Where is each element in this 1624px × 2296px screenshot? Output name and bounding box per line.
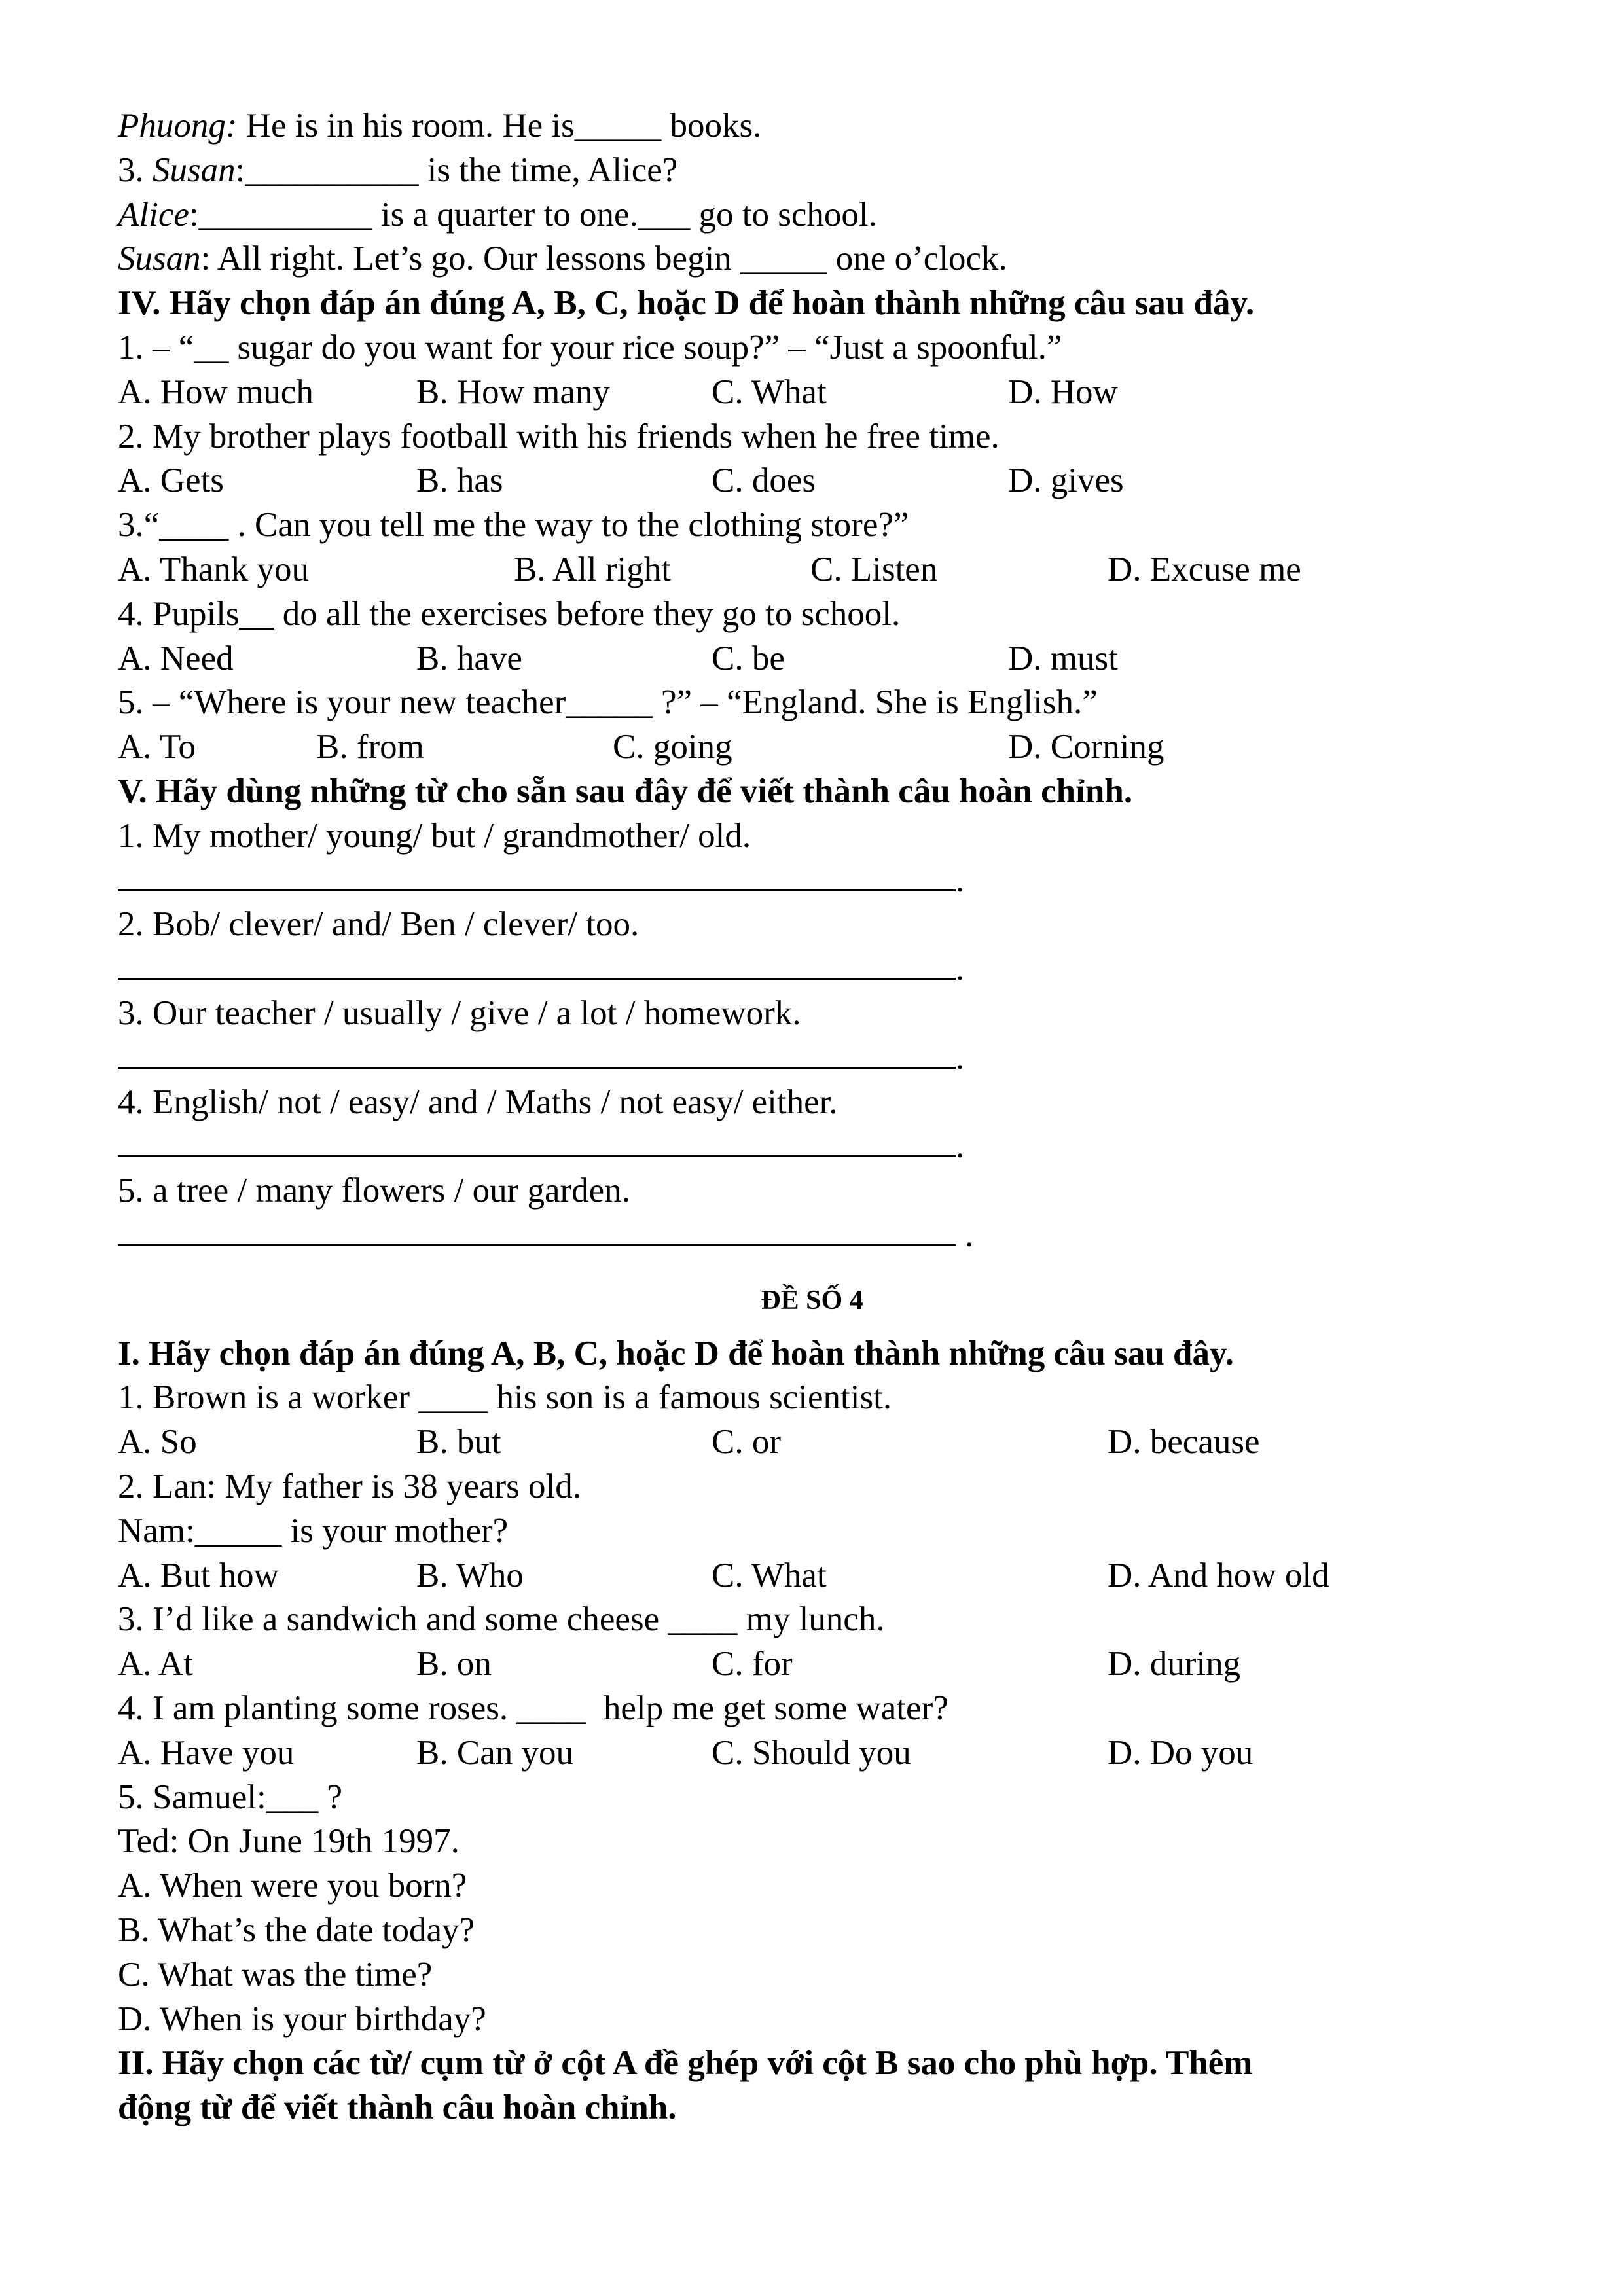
answer-option[interactable]: D. How [1008,372,1118,411]
question-stem: Ted: On June 19th 1997. [118,1822,460,1861]
answer-option[interactable]: A. But how [118,1556,279,1594]
answer-option[interactable]: C. What was the time? [118,1955,433,1994]
prompt-item: 4. English/ not / easy/ and / Maths / not easy/ either. [118,1083,838,1121]
exam-title: ĐỀ SỐ 4 [761,1285,863,1316]
answer-line [118,1213,973,1257]
section-v-heading: V. Hãy dùng những từ cho sẵn sau đây để viết thành câu hoàn chỉnh. [118,772,1133,810]
answer-line [118,946,964,991]
speaker-name: Susan [118,240,201,278]
question-stem: 2. Lan: My father is 38 years old. [118,1467,581,1505]
answer-blank[interactable] [118,1213,956,1246]
answer-option[interactable]: C. be [712,639,785,677]
answer-option[interactable]: B. on [416,1645,492,1683]
question-stem: 1. Brown is a worker ____ his son is a famous scientist. [118,1378,892,1417]
dialogue-line [118,236,1007,281]
answer-option[interactable]: B. Can you [416,1733,573,1772]
answer-option[interactable]: D. And how old [1108,1556,1329,1594]
dialogue-line [118,148,677,192]
dialogue-text: :__________ is a quarter to one.___ go to school. [189,195,877,234]
speaker-name: Phuong: [118,107,238,145]
question-stem: 1. – “__ sugar do you want for your rice soup?” – “Just a spoonful.” [118,329,1062,367]
answer-line [118,858,964,903]
question-stem: 2. My brother plays football with his friends when he free time. [118,417,1000,456]
dialogue-text: : All right. Let’s go. Our lessons begin _____ one o’clock. [200,240,1007,278]
answer-option[interactable]: A. How much [118,372,314,411]
line-number: 3. [118,151,153,189]
answer-blank[interactable] [118,1035,956,1069]
answer-option[interactable]: D. Corning [1008,728,1164,766]
answer-option[interactable]: D. because [1108,1423,1260,1462]
answer-option[interactable]: B. All right [514,550,672,588]
answer-option[interactable]: C. Should you [712,1733,911,1772]
speaker-name: Susan [153,151,236,189]
answer-option[interactable]: A. Thank you [118,550,309,588]
dialogue-line [118,103,761,148]
answer-option[interactable]: D. Excuse me [1108,550,1301,588]
answer-option[interactable]: A. So [118,1423,197,1462]
section-iv-heading: IV. Hãy chọn đáp án đúng A, B, C, hoặc D để hoàn thành những câu sau đây. [118,284,1255,323]
answer-option[interactable]: A. Need [118,639,234,677]
section-ii-heading: II. Hãy chọn các từ/ cụm từ ở cột A đề ghép với cột B sao cho phù hợp. Thêm [118,2044,1253,2083]
answer-end: . [956,1038,965,1077]
section-ii-heading: động từ để viết thành câu hoàn chỉnh. [118,2089,677,2127]
prompt-item: 3. Our teacher / usually / give / a lot / homework. [118,994,801,1032]
answer-option[interactable]: D. gives [1008,461,1124,500]
answer-option[interactable]: A. To [118,728,196,766]
answer-option[interactable]: B. from [316,728,424,766]
question-stem: Nam:_____ is your mother? [118,1511,509,1550]
answer-option[interactable]: C. What [712,1556,827,1594]
answer-option[interactable]: B. How many [416,372,610,411]
prompt-item: 1. My mother/ young/ but / grandmother/ old. [118,816,751,855]
answer-option[interactable]: A. Have you [118,1733,295,1772]
answer-end: . [956,1127,965,1166]
answer-option[interactable]: A. When were you born? [118,1867,467,1905]
answer-option[interactable]: B. Who [416,1556,524,1594]
answer-option[interactable]: C. Listen [810,550,938,588]
answer-option[interactable]: C. What [712,372,827,411]
answer-end: . [956,861,965,899]
answer-end: . [956,950,965,988]
question-stem: 3. I’d like a sandwich and some cheese ____ my lunch. [118,1600,885,1639]
dialogue-line [118,192,877,237]
answer-option[interactable]: B. but [416,1423,501,1462]
question-stem: 4. I am planting some roses. ____ help me get some water? [118,1689,948,1727]
question-stem: 5. Samuel:___ ? [118,1778,342,1816]
answer-option[interactable]: A. At [118,1645,193,1683]
prompt-item: 5. a tree / many flowers / our garden. [118,1172,630,1210]
answer-line [118,1035,964,1080]
dialogue-text: :__________ is the time, Alice? [235,151,678,189]
answer-option[interactable]: D. Do you [1108,1733,1254,1772]
answer-blank[interactable] [118,1124,956,1157]
answer-option[interactable]: C. or [712,1423,781,1462]
question-stem: 4. Pupils__ do all the exercises before they go to school. [118,594,901,633]
speaker-name: Alice [118,195,189,234]
answer-option[interactable]: B. have [416,639,522,677]
answer-option[interactable]: B. What’s the date today? [118,1911,475,1949]
answer-option[interactable]: B. has [416,461,503,500]
answer-option[interactable]: A. Gets [118,461,224,500]
section-i-heading: I. Hãy chọn đáp án đúng A, B, C, hoặc D để hoàn thành những câu sau đây. [118,1334,1234,1372]
question-stem: 5. – “Where is your new teacher_____ ?” – “England. She is English.” [118,683,1098,722]
answer-option[interactable]: D. When is your birthday? [118,2000,486,2038]
prompt-item: 2. Bob/ clever/ and/ Ben / clever/ too. [118,905,640,944]
answer-line [118,1124,964,1168]
answer-blank[interactable] [118,946,956,980]
answer-option[interactable]: D. during [1108,1645,1241,1683]
question-stem: 3.“____ . Can you tell me the way to the clothing store?” [118,506,909,545]
answer-option[interactable]: C. does [712,461,816,500]
dialogue-text: He is in his room. He is_____ books. [237,107,762,145]
answer-end: . [965,1216,974,1254]
answer-blank[interactable] [118,858,956,891]
answer-option[interactable]: C. going [613,728,732,766]
answer-option[interactable]: C. for [712,1645,793,1683]
answer-option[interactable]: D. must [1008,639,1118,677]
